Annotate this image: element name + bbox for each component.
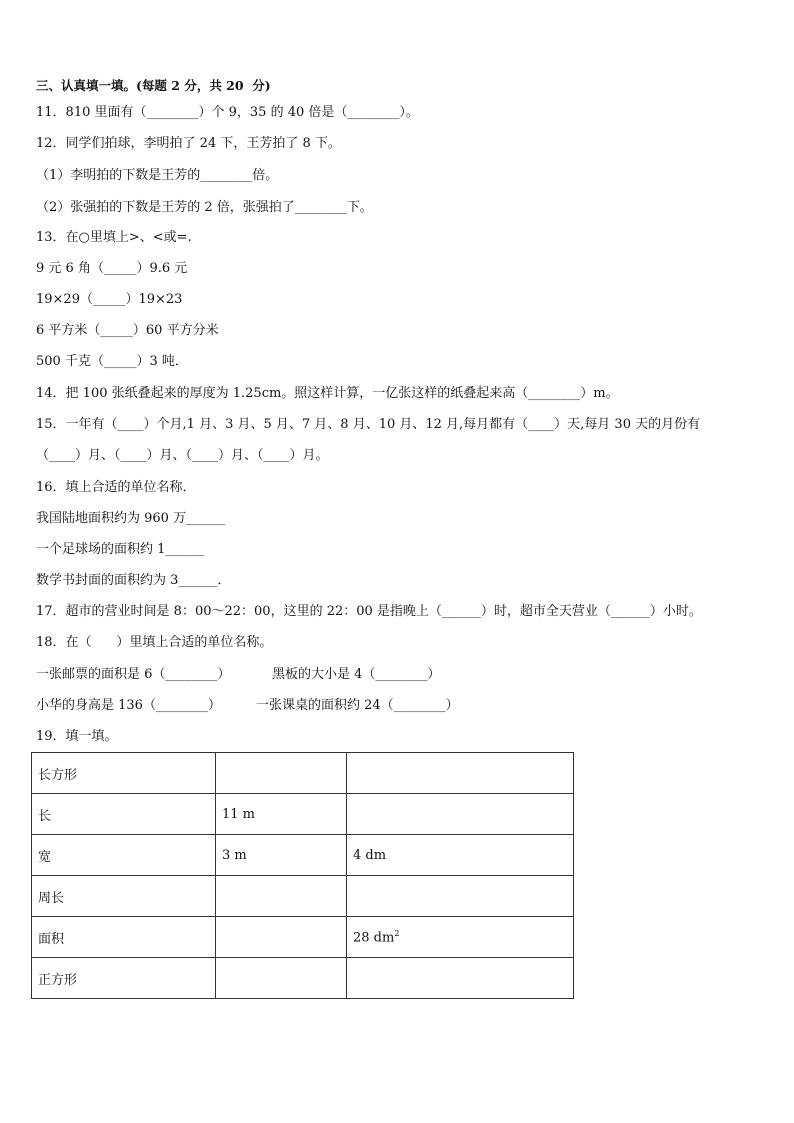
table-cell	[216, 958, 347, 999]
table-cell: 长方形	[32, 753, 216, 794]
table-row	[32, 753, 574, 794]
table-cell: 周长	[32, 876, 216, 917]
question-16-c: 数学书封面的面积约为 3______．	[36, 573, 231, 588]
table-row	[32, 835, 574, 876]
table-cell	[347, 794, 574, 835]
question-18-b: 黑板的大小是 4（________）	[272, 667, 441, 682]
question-16: 16．填上合适的单位名称．	[36, 480, 196, 495]
question-12-part-2: （2）张强拍的下数是王芳的 2 倍，张强拍了________下。	[36, 200, 373, 215]
question-12-part-1: （1）李明拍的下数是王芳的________倍。	[36, 168, 279, 183]
table-cell	[347, 876, 574, 917]
question-15-line-2: （____）月、（____）月、（____）月、（____）月。	[36, 448, 329, 463]
table-row	[32, 917, 574, 958]
question-16-a: 我国陆地面积约为 960 万______	[36, 511, 226, 526]
area-exponent: 2	[394, 928, 400, 938]
question-13-c: 6 平方米（_____）60 平方分米	[36, 323, 219, 338]
question-16-b: 一个足球场的面积约 1______	[36, 542, 205, 557]
table-cell: 长	[32, 794, 216, 835]
table-cell: 宽	[32, 835, 216, 876]
table-cell	[347, 917, 574, 958]
question-18-a: 一张邮票的面积是 6（________）	[36, 667, 231, 682]
table-cell	[347, 958, 574, 999]
question-18-c: 小华的身高是 136（________）	[36, 698, 221, 713]
question-14: 14．把 100 张纸叠起来的厚度为 1.25cm。照这样计算，一亿张这样的纸叠起来高（________）m。	[36, 386, 619, 401]
question-17: 17．超市的营业时间是 8：00～22：00，这里的 22：00 是指晚上（______）时，超市全天营业（______）小时。	[36, 604, 702, 619]
table-cell: 3 m	[216, 835, 347, 876]
table-row	[32, 876, 574, 917]
question-13-b: 19×29（_____）19×23	[36, 292, 183, 307]
question-13-a: 9 元 6 角（_____）9.6 元	[36, 261, 188, 276]
table-cell: 4 dm	[347, 835, 574, 876]
table-cell	[347, 753, 574, 794]
table-cell: 11 m	[216, 794, 347, 835]
question-18-d: 一张课桌的面积约 24（________）	[256, 698, 459, 713]
area-value: 28 dm	[353, 930, 395, 946]
question-13-d: 500 千克（_____）3 吨．	[36, 354, 188, 369]
question-15-line-1: 15．一年有（____）个月,1 月、3 月、5 月、7 月、8 月、10 月、12 月,每月都有（____）天,每月 30 天的月份有	[36, 417, 701, 432]
rectangle-square-table	[31, 752, 574, 999]
question-11: 11．810 里面有（________）个 9，35 的 40 倍是（________）。	[36, 105, 419, 120]
table-cell	[216, 876, 347, 917]
question-19: 19．填一填。	[36, 729, 118, 744]
table-row	[32, 958, 574, 999]
table-cell: 面积	[32, 917, 216, 958]
table-cell	[216, 917, 347, 958]
table-cell	[216, 753, 347, 794]
question-18: 18．在（ ）里填上合适的单位名称。	[36, 635, 273, 650]
table-cell: 正方形	[32, 958, 216, 999]
section-heading: 三、认真填一填。(每题 2 分，共 20 分)	[36, 78, 271, 93]
table-row	[32, 794, 574, 835]
question-12: 12．同学们拍球，李明拍了 24 下，王芳拍了 8 下。	[36, 136, 341, 151]
question-13: 13．在○里填上>、<或=.	[36, 230, 192, 245]
